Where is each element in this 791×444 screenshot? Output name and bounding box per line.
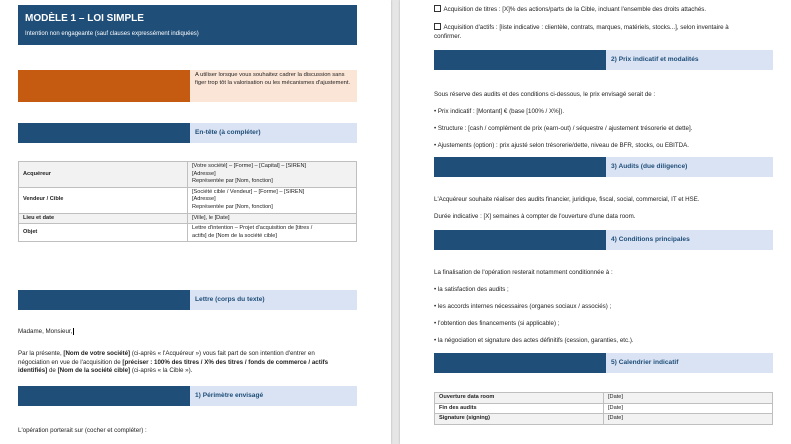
section-header-bar bbox=[434, 50, 606, 70]
table-value[interactable]: [Date] bbox=[604, 414, 773, 425]
section-header-bar bbox=[434, 353, 606, 373]
prix-intro[interactable]: Sous réserve des audits et des conditions ci-dessous, le prix envisagé serait de : bbox=[434, 91, 656, 98]
bullet: • bbox=[434, 286, 437, 293]
table-row bbox=[19, 224, 357, 242]
table-row bbox=[435, 403, 773, 414]
list-item[interactable] bbox=[434, 303, 611, 312]
usage-note bbox=[190, 70, 357, 102]
table-value-line: Lettre d'intention – Projet d'acquisition de [titres / bbox=[192, 225, 313, 232]
document-page-right bbox=[400, 0, 791, 444]
header-table bbox=[18, 161, 357, 242]
bullet: • bbox=[434, 108, 437, 115]
section-header-conditions bbox=[606, 230, 773, 250]
section-header-perimetre bbox=[190, 386, 357, 406]
checkbox-item[interactable] bbox=[434, 5, 784, 15]
section-title: 2) Prix indicatif et modalités bbox=[611, 56, 699, 63]
table-value-line: [Adresse] bbox=[192, 170, 216, 177]
section-title: Lettre (corps du texte) bbox=[195, 296, 265, 303]
list-item[interactable] bbox=[434, 337, 634, 346]
section-header-bar bbox=[18, 290, 190, 310]
table-row bbox=[19, 187, 357, 213]
checkbox-label: Acquisition de titres : [X]% des actions/parts de la Cible, incluant l'ensemble des droits attachés. bbox=[443, 6, 707, 13]
bullet: • bbox=[434, 125, 437, 132]
list-item[interactable] bbox=[434, 125, 692, 134]
list-item-text: Structure : [cash / complément de prix (earn-out) / séquestre / ajustement trésorerie et dette]. bbox=[437, 125, 693, 132]
bullet: • bbox=[434, 142, 437, 149]
table-key: Acquéreur bbox=[19, 162, 188, 188]
table-value-line: [Ville], le [Date] bbox=[192, 214, 230, 221]
intro-paragraph[interactable] bbox=[18, 350, 363, 376]
table-value-line: [Votre société] – [Forme] – [Capital] – [SIREN] bbox=[192, 163, 307, 169]
intro-bold: [Nom de la société cible] bbox=[57, 367, 131, 375]
table-row bbox=[19, 162, 357, 188]
checkbox-label: Acquisition d'actifs : [liste indicative : clientèle, contrats, marques, matériels, stocks...], selon inventaire à bbox=[443, 24, 729, 31]
table-key: Objet bbox=[19, 224, 188, 242]
table-value-line: actifs] de [Nom de la société cible] bbox=[192, 232, 277, 239]
table-value[interactable] bbox=[188, 213, 357, 224]
calendar-table bbox=[434, 392, 773, 425]
section-header-bar bbox=[18, 123, 190, 143]
list-item-text: les accords internes nécessaires (organes sociaux / associés) ; bbox=[437, 303, 612, 310]
section-title: En-tête (à compléter) bbox=[195, 129, 261, 136]
table-value[interactable]: [Date] bbox=[604, 403, 773, 414]
list-item-text: la satisfaction des audits ; bbox=[437, 286, 509, 293]
intro-bold: [Nom de votre société] bbox=[63, 350, 131, 357]
intro-text: de bbox=[47, 367, 58, 375]
table-value-line: [Société cible / Vendeur] – [Forme] – [SIREN] bbox=[192, 188, 305, 195]
text-cursor bbox=[73, 328, 74, 335]
list-item[interactable] bbox=[434, 320, 559, 329]
perimetre-text[interactable]: L'opération porterait sur (cocher et compléter) : bbox=[18, 427, 147, 434]
section-header-bar bbox=[434, 230, 606, 250]
section-title: 3) Audits (due diligence) bbox=[611, 163, 688, 170]
bullet: • bbox=[434, 320, 437, 327]
intro-bold: [préciser : 100% des titres / X% des titres / fonds de commerce / actifs bbox=[122, 358, 329, 366]
audits-text[interactable]: L'Acquéreur souhaite réaliser des audits financier, juridique, fiscal, social, commercial, IT et HSE. bbox=[434, 196, 700, 203]
section-header-calendrier bbox=[606, 353, 773, 373]
section-header-entete bbox=[190, 123, 357, 143]
conditions-intro[interactable]: La finalisation de l'opération resterait notamment conditionnée à : bbox=[434, 269, 613, 276]
salutation-text: Madame, Monsieur, bbox=[18, 328, 73, 336]
list-item[interactable] bbox=[434, 142, 689, 151]
section-header-audits bbox=[606, 157, 773, 177]
table-row bbox=[435, 414, 773, 425]
section-header-bar bbox=[18, 386, 190, 406]
table-value[interactable] bbox=[188, 162, 357, 188]
table-key: Signature (signing) bbox=[435, 414, 604, 425]
bullet: • bbox=[434, 303, 437, 310]
audits-duration[interactable]: Durée indicative : [X] semaines à compter de l'ouverture d'une data room. bbox=[434, 213, 636, 220]
document-page-left bbox=[0, 0, 391, 444]
table-value[interactable]: [Date] bbox=[604, 393, 773, 404]
list-item-text: Prix indicatif : [Montant] € (base [100% / X%]). bbox=[437, 108, 565, 115]
section-title: 4) Conditions principales bbox=[611, 236, 690, 243]
list-item-text: Ajustements (option) : prix ajusté selon trésorerie/dette, niveau de BFR, stocks, ou EBITDA. bbox=[437, 142, 689, 149]
table-key: Vendeur / Cible bbox=[19, 187, 188, 213]
intro-text: négociation en vue de l'acquisition de bbox=[18, 358, 123, 366]
table-value[interactable] bbox=[188, 187, 357, 213]
list-item-text: l'obtention des financements (si applicable) ; bbox=[437, 320, 560, 327]
table-key: Lieu et date bbox=[19, 213, 188, 224]
intro-bold: identifiés] bbox=[18, 367, 48, 375]
intro-text: Par la présente, bbox=[18, 350, 64, 357]
list-item[interactable] bbox=[434, 108, 564, 117]
list-item[interactable] bbox=[434, 286, 509, 295]
table-row bbox=[435, 393, 773, 404]
section-header-bar bbox=[434, 157, 606, 177]
document-title: MODÈLE 1 – LOI SIMPLE bbox=[25, 13, 144, 24]
section-title: 5) Calendrier indicatif bbox=[611, 359, 679, 366]
checkbox-label: confirmer. bbox=[434, 32, 462, 40]
checkbox-item[interactable] bbox=[434, 23, 789, 41]
section-header-lettre bbox=[190, 290, 357, 310]
section-header-prix bbox=[606, 50, 773, 70]
bullet: • bbox=[434, 337, 437, 344]
document-subtitle: Intention non engageante (sauf clauses expressément indiquées) bbox=[25, 31, 199, 37]
usage-note-text: A utiliser lorsque vous souhaitez cadrer la discussion sans figer trop tôt la valorisation ou les mécanismes d'ajustement. bbox=[195, 72, 351, 86]
list-item-text: la négociation et signature des actes définitifs (cession, garanties, etc.). bbox=[437, 337, 634, 344]
salutation[interactable] bbox=[18, 328, 74, 337]
intro-text: (ci-après « la Cible »). bbox=[130, 367, 193, 375]
usage-note-marker bbox=[18, 70, 190, 102]
table-value[interactable] bbox=[188, 224, 357, 242]
table-value-line: Représentée par [Nom, fonction] bbox=[192, 203, 273, 210]
section-title: 1) Périmètre envisagé bbox=[195, 392, 264, 399]
checkbox[interactable] bbox=[434, 5, 441, 12]
table-value-line: [Adresse] bbox=[192, 196, 216, 203]
title-banner bbox=[18, 5, 357, 45]
intro-text: (ci-après « l'Acquéreur ») vous fait part de son intention d'entrer en bbox=[130, 350, 315, 357]
checkbox[interactable] bbox=[434, 23, 441, 30]
table-row bbox=[19, 213, 357, 224]
table-value-line: Représentée par [Nom, fonction] bbox=[192, 178, 273, 185]
table-key: Ouverture data room bbox=[435, 393, 604, 404]
table-key: Fin des audits bbox=[435, 403, 604, 414]
